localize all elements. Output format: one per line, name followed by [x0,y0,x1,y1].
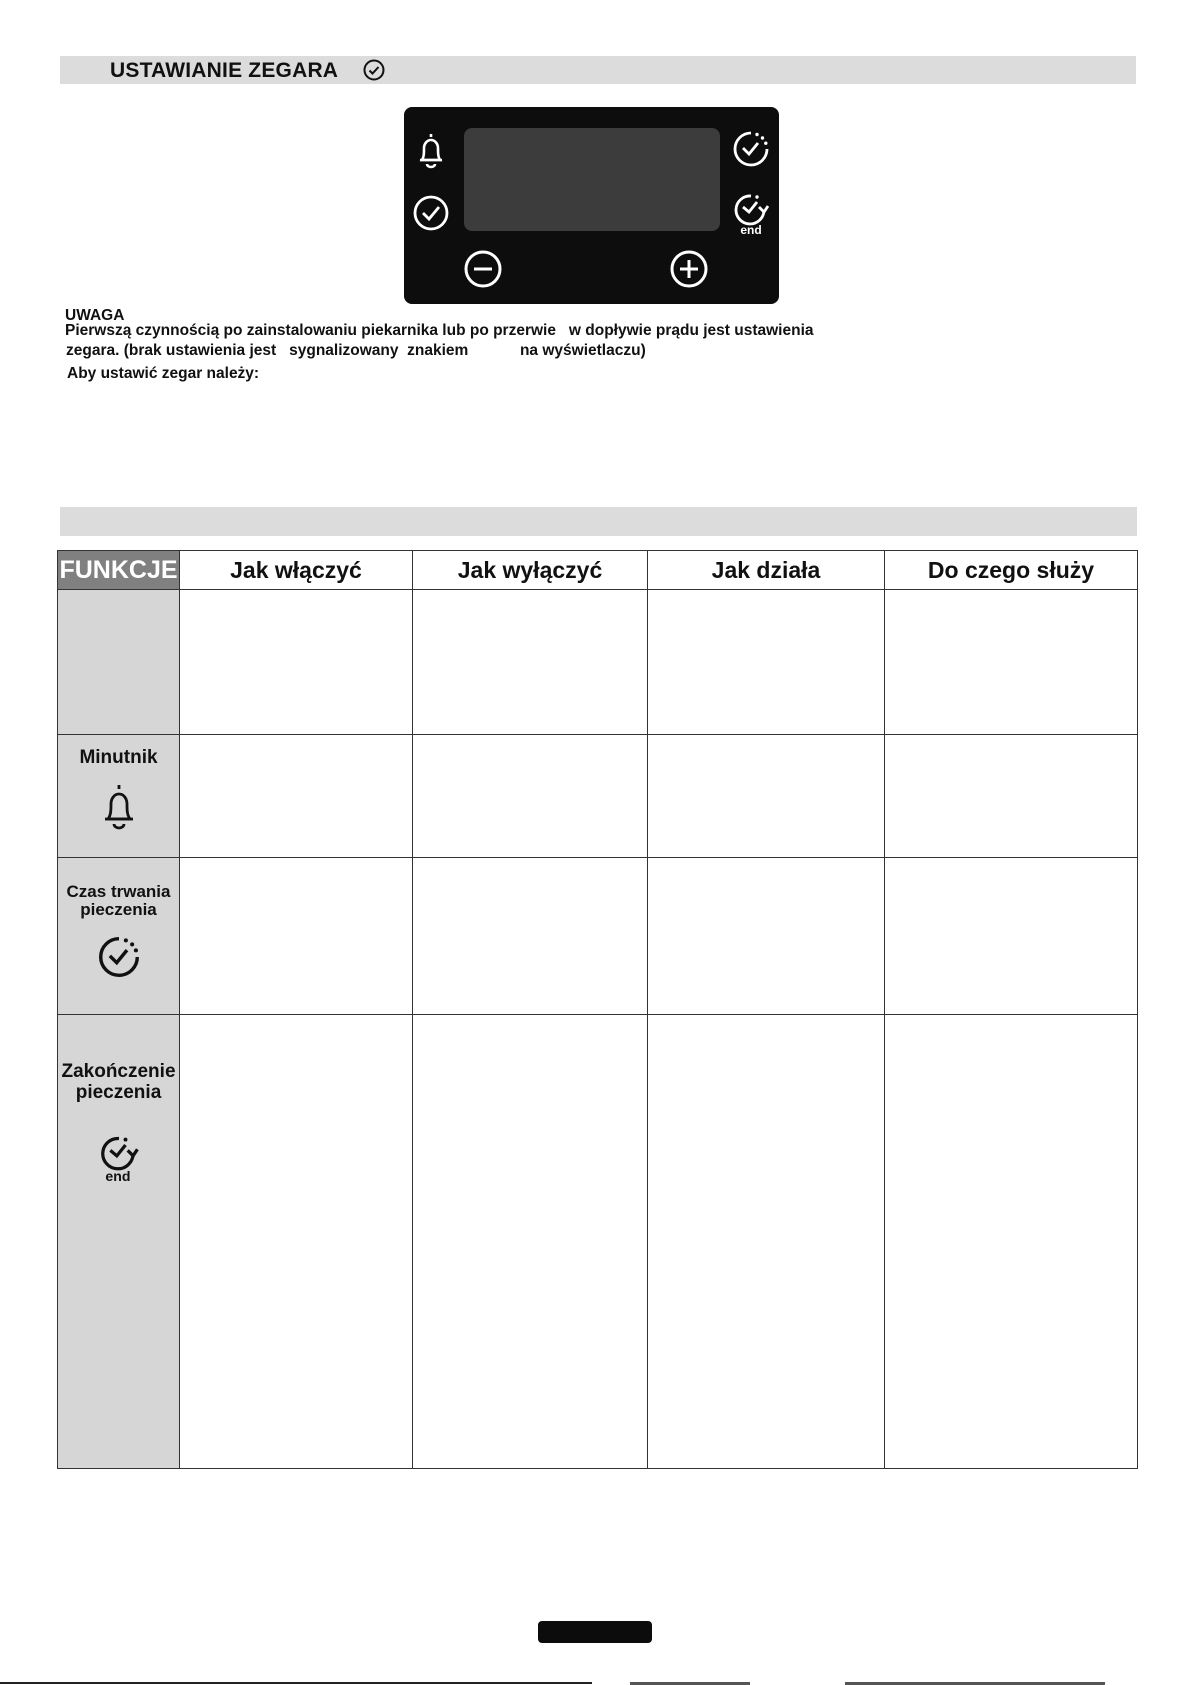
cook-duration-icon [95,933,143,981]
table-header-row [58,551,1138,590]
clock-check-icon [362,58,386,82]
notice-line-2: zegara. (brak ustawienia jest sygnalizowany znakiem na wyświetlaczu) [66,342,646,359]
function-label-line-2: pieczenia [80,900,157,919]
table-cell [648,735,885,858]
table-cell [648,590,885,735]
cook-end-button[interactable] [730,190,772,236]
table-cell [885,858,1138,1015]
cook-end-icon [736,196,768,224]
minus-button[interactable] [462,248,504,290]
table-cell [413,590,648,735]
table-cell [648,858,885,1015]
function-cell-czas-trwania [58,858,180,1015]
functions-table [57,550,1138,1469]
notice-line-1: Pierwszą czynnością po zainstalowaniu piekarnika lub po przerwie w dopływie prądu jest ustawienia [65,322,814,339]
minus-icon [466,252,500,286]
table-cell [648,1015,885,1469]
cook-end-icon [96,1132,142,1184]
notice-heading: UWAGA [65,307,125,324]
function-cell-minutnik [58,735,180,858]
table-cell [413,735,648,858]
section-header-bar-2 [60,507,1137,536]
table-row [58,1015,1138,1469]
bell-icon [97,781,141,833]
table-cell [413,1015,648,1469]
clock-check-icon [415,197,447,229]
table-cell [885,590,1138,735]
function-cell-empty [58,590,180,735]
footer-rule [0,1682,592,1684]
cook-duration-button[interactable] [730,128,772,170]
column-header-funkcje: FUNKCJE [58,551,180,590]
table-cell [180,1015,413,1469]
section-title: USTAWIANIE ZEGARA [110,59,339,82]
table-cell [413,858,648,1015]
bell-button[interactable] [410,130,452,172]
end-label: end [740,223,762,236]
display-screen [464,128,720,231]
column-header-do-czego-sluzy: Do czego służy [885,551,1138,590]
table-cell [885,735,1138,858]
function-label: Minutnik [79,747,158,768]
end-caption: end [104,1167,130,1184]
function-label-line-2: pieczenia [75,1082,162,1103]
column-header-jak-dziala: Jak działa [648,551,885,590]
table-cell [885,1015,1138,1469]
table-cell [180,858,413,1015]
bell-icon [420,134,442,167]
function-label-line-1: Zakończenie [61,1061,176,1082]
plus-button[interactable] [668,248,710,290]
table-row [58,590,1138,735]
notice-line-3: Aby ustawić zegar należy: [67,365,260,382]
column-header-jak-wylaczyc: Jak wyłączyć [413,551,648,590]
table-row [58,858,1138,1015]
table-cell [180,735,413,858]
column-header-jak-wlaczyc: Jak włączyć [180,551,413,590]
page-number-pill [538,1621,652,1643]
function-cell-zakonczenie [58,1015,180,1469]
table-cell [180,590,413,735]
clock-button[interactable] [410,192,452,234]
plus-icon [672,252,706,286]
table-row [58,735,1138,858]
function-label-line-1: Czas trwania [66,882,171,901]
